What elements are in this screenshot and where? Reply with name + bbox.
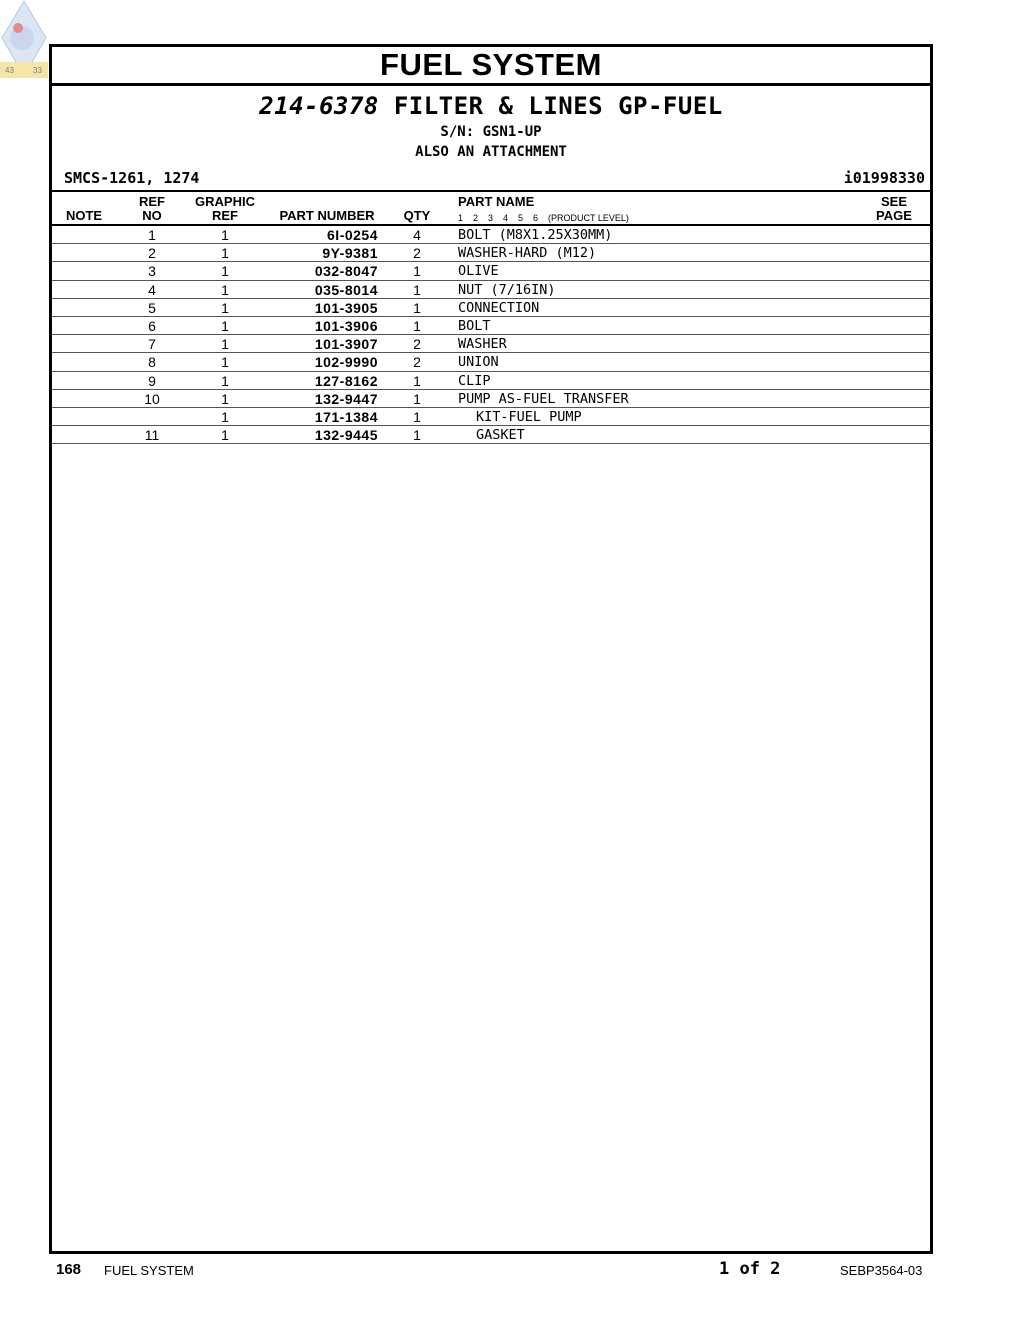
qty-cell: 1 <box>413 390 421 407</box>
ref-no-cell: 10 <box>144 390 160 407</box>
page-footer <box>0 1259 1020 1283</box>
col-graphic-ref <box>189 195 261 223</box>
corner-seal-logo <box>0 0 48 78</box>
page-of: 1 of 2 <box>719 1259 781 1279</box>
part-number-cell: 101-3907 <box>314 336 378 353</box>
ref-no-cell: 2 <box>148 245 156 262</box>
part-name-cell: WASHER-HARD (M12) <box>458 245 597 262</box>
part-number-cell: 132-9445 <box>314 427 378 444</box>
graphic-ref-cell: 1 <box>221 299 229 316</box>
part-number-cell: 032-8047 <box>314 263 378 280</box>
parts-table <box>52 226 930 444</box>
table-row <box>52 335 930 353</box>
part-number-cell: 102-9990 <box>314 354 378 371</box>
col-graphic-ref-top: GRAPHIC <box>195 194 255 209</box>
part-name-cell: CLIP <box>458 372 491 389</box>
col-graphic-ref-bottom: REF <box>212 208 238 223</box>
graphic-ref-cell: 1 <box>221 390 229 407</box>
group-name: FILTER & LINES GP-FUEL <box>393 92 723 120</box>
col-ref-no-bottom: NO <box>142 208 162 223</box>
part-name-cell: BOLT (M8X1.25X30MM) <box>458 227 613 243</box>
smcs-code: SMCS-1261, 1274 <box>64 169 200 187</box>
logo-left-number: 43 <box>5 66 14 75</box>
ref-no-cell: 8 <box>148 354 156 371</box>
qty-cell: 1 <box>413 408 421 425</box>
graphic-ref-cell: 1 <box>221 336 229 353</box>
qty-cell: 4 <box>413 227 421 243</box>
part-name-cell: KIT-FUEL PUMP <box>476 408 582 425</box>
table-row <box>52 317 930 335</box>
serial-number: S/N: GSN1-UP <box>440 124 542 140</box>
graphic-ref-cell: 1 <box>221 281 229 298</box>
ref-no-cell: 1 <box>148 227 156 243</box>
table-row <box>52 390 930 408</box>
attachment-note: ALSO AN ATTACHMENT <box>415 144 567 160</box>
part-number-cell: 6I-0254 <box>327 227 378 243</box>
table-row <box>52 244 930 262</box>
part-number-cell: 127-8162 <box>314 372 378 389</box>
table-row <box>52 372 930 390</box>
ref-no-cell: 9 <box>148 372 156 389</box>
qty-cell: 1 <box>413 263 421 280</box>
part-number-cell: 101-3905 <box>314 299 378 316</box>
col-qty: QTY <box>403 208 431 223</box>
illustration-id: i01998330 <box>843 169 925 187</box>
col-product-levels: 1 2 3 4 5 6 (PRODUCT LEVEL) <box>458 213 629 223</box>
table-row <box>52 262 930 280</box>
part-name-cell: CONNECTION <box>458 299 540 316</box>
col-see-page <box>874 195 914 223</box>
graphic-ref-cell: 1 <box>221 263 229 280</box>
part-number-cell: 9Y-9381 <box>322 245 378 262</box>
graphic-ref-cell: 1 <box>221 245 229 262</box>
ref-no-cell: 7 <box>148 336 156 353</box>
part-name-cell: OLIVE <box>458 263 499 280</box>
ref-no-cell: 3 <box>148 263 156 280</box>
qty-cell: 1 <box>413 317 421 334</box>
qty-cell: 2 <box>413 336 421 353</box>
part-number-cell: 171-1384 <box>314 408 378 425</box>
part-name-cell: BOLT <box>458 317 491 334</box>
col-see-page-bottom: PAGE <box>876 208 912 223</box>
group-title <box>52 92 930 120</box>
page-number: 168 <box>56 1261 82 1278</box>
table-row <box>52 299 930 317</box>
part-name-cell: UNION <box>458 354 499 371</box>
graphic-ref-cell: 1 <box>221 408 229 425</box>
qty-cell: 2 <box>413 354 421 371</box>
table-row <box>52 353 930 371</box>
ref-no-cell: 6 <box>148 317 156 334</box>
parts-page-frame <box>49 44 933 1254</box>
table-row <box>52 226 930 244</box>
graphic-ref-cell: 1 <box>221 317 229 334</box>
section-title: FUEL SYSTEM <box>380 47 602 82</box>
col-part-number: PART NUMBER <box>279 208 375 223</box>
qty-cell: 2 <box>413 245 421 262</box>
group-number: 214-6378 <box>259 92 379 120</box>
part-name-cell: PUMP AS-FUEL TRANSFER <box>458 390 629 407</box>
footer-section: FUEL SYSTEM <box>104 1263 194 1278</box>
col-ref-no-top: REF <box>139 194 165 209</box>
graphic-ref-cell: 1 <box>221 227 229 243</box>
logo-right-number: 33 <box>33 66 42 75</box>
ref-no-cell: 5 <box>148 299 156 316</box>
ref-no-cell: 11 <box>144 427 160 444</box>
column-header-row <box>52 192 930 226</box>
part-number-cell: 101-3906 <box>314 317 378 334</box>
qty-cell: 1 <box>413 281 421 298</box>
table-row <box>52 426 930 444</box>
qty-cell: 1 <box>413 299 421 316</box>
col-ref-no <box>134 195 170 223</box>
graphic-ref-cell: 1 <box>221 372 229 389</box>
part-name-cell: GASKET <box>476 427 525 444</box>
qty-cell: 1 <box>413 427 421 444</box>
title-bar <box>52 47 930 86</box>
part-number-cell: 132-9447 <box>314 390 378 407</box>
part-name-cell: NUT (7/16IN) <box>458 281 556 298</box>
table-row <box>52 281 930 299</box>
col-see-page-top: SEE <box>880 194 907 209</box>
ref-no-cell: 4 <box>148 281 156 298</box>
qty-cell: 1 <box>413 372 421 389</box>
graphic-ref-cell: 1 <box>221 427 229 444</box>
document-number: SEBP3564-03 <box>840 1263 923 1278</box>
part-number-cell: 035-8014 <box>314 281 378 298</box>
table-row <box>52 408 930 426</box>
graphic-ref-cell: 1 <box>221 354 229 371</box>
col-note: NOTE <box>65 208 103 223</box>
part-name-cell: WASHER <box>458 336 507 353</box>
group-header <box>52 86 930 192</box>
col-part-name: PART NAME <box>458 194 535 209</box>
